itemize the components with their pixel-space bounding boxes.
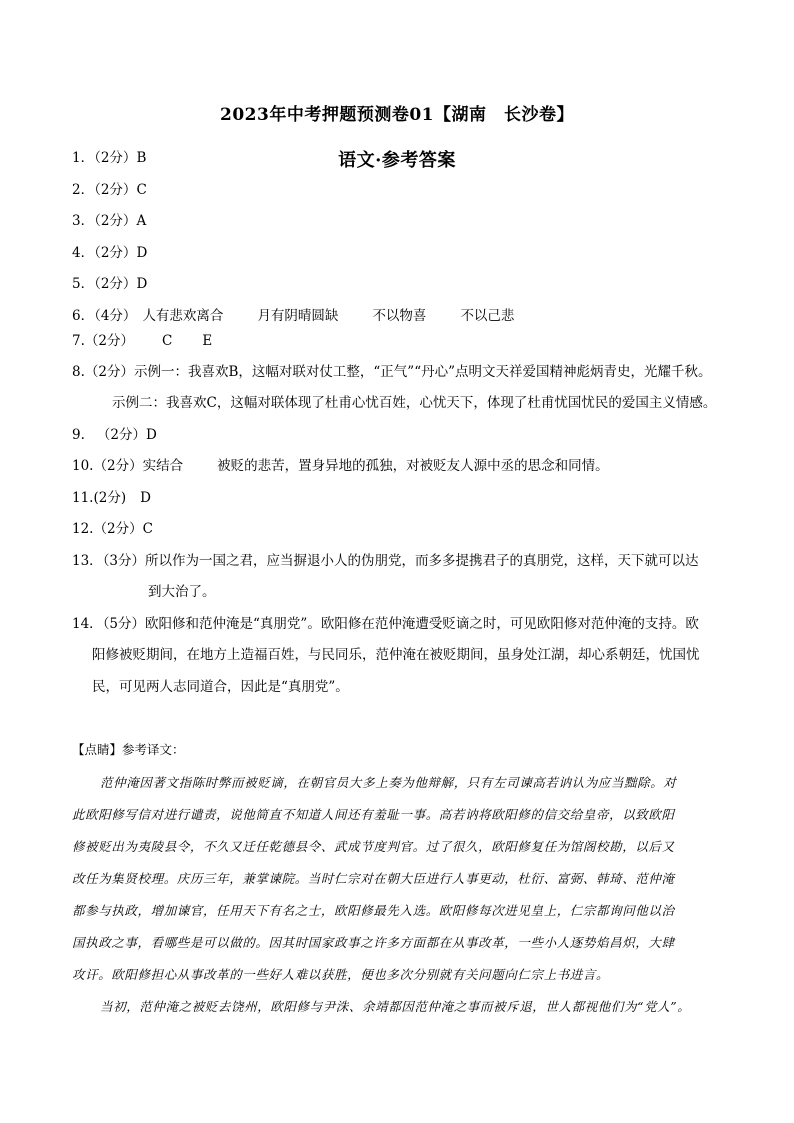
answer-text: D (140, 490, 151, 506)
answer-item (72, 614, 699, 634)
answer-text: 示例一：我喜欢B，这幅对联对仗工整，“正气”“丹心”点明文天祥爱国精神彪炳青史，光耀千秋。 (133, 364, 712, 380)
answer-text: D (145, 427, 157, 443)
answer-item (72, 551, 699, 571)
answer-score: （2分） (94, 150, 137, 166)
answer-number: 5． (72, 276, 95, 292)
answer-item (72, 425, 157, 445)
answer-score: （2分） (93, 458, 143, 474)
translation-line: 国执政之事，看哪些是可以做的。因其时国家政事之许多方面都在从事改革，一些小人逐势焰昌炽，大肆 (72, 935, 675, 950)
answer-score: （5分） (102, 616, 146, 632)
answer-score: （2分） (94, 245, 137, 261)
page-title: 2023年中考押题预测卷01【湖南 长沙卷】 (220, 105, 574, 125)
answer-text: A (136, 213, 147, 229)
answer-number: 8. (72, 364, 85, 380)
answer-part: C (161, 333, 173, 349)
answer-continuation: 示例二：我喜欢C，这幅对联体现了杜甫心忧百姓，心忧天下，体现了杜甫忧国忧民的爱国主义情感。 (112, 395, 717, 411)
answer-number: 2． (72, 182, 95, 198)
answer-number: 9. (72, 427, 85, 443)
answer-part: 不以物喜 (372, 308, 427, 324)
note-label: 【点睛】参考译文： (72, 742, 185, 757)
answer-score: （2分） (84, 333, 134, 349)
answer-score: （2分） (96, 427, 146, 443)
answer-text: C (142, 521, 153, 537)
answer-part: 实结合 (142, 458, 184, 474)
answer-score: （3分） (102, 553, 146, 569)
answer-text: 所以作为一国之君，应当摒退小人的伪朋党，而多多提携君子的真朋党，这样，天下就可以达 (145, 553, 699, 569)
answer-score: (2分) (93, 490, 127, 506)
answer-continuation: 民，可见两人志同道合，因此是“真朋党”。 (92, 679, 349, 695)
answer-score: （2分） (84, 364, 134, 380)
translation-line: 此欧阳修写信对进行谴责，说他简直不知道人间还有羞耻一事。高若讷将欧阳修的信交给皇帝，以致欧阳 (72, 807, 675, 822)
translation-line: 当初，范仲淹之被贬去饶州，欧阳修与尹洙、余靖都因范仲淹之事而被斥退，世人都视他们为“党人”。 (100, 999, 691, 1014)
answer-item (72, 148, 146, 168)
answer-part: 月有阴晴圆缺 (257, 308, 339, 324)
page-subtitle: 语文·参考答案 (338, 150, 456, 171)
answer-score: （4分） (94, 308, 137, 324)
answer-number: 11. (72, 490, 94, 506)
answer-continuation: 阳修被贬期间，在地方上造福百姓，与民同乐，范仲淹在被贬期间，虽身处江湖，却心系朝廷，忧国忧 (92, 647, 700, 663)
answer-item (72, 211, 146, 231)
answer-part: 被贬的悲苦，置身异地的孤独，对被贬友人源中丞的思念和同情。 (217, 458, 609, 474)
answer-number: 6． (72, 308, 95, 324)
answer-text: B (136, 150, 147, 166)
answer-number: 4． (72, 245, 95, 261)
answer-score: （2分） (94, 182, 137, 198)
answer-number: 10. (72, 458, 94, 474)
answer-continuation: 到大治了。 (148, 584, 216, 600)
answer-item (72, 362, 712, 382)
answer-item (72, 488, 151, 508)
answer-part: 不以己悲 (460, 308, 515, 324)
answer-item (72, 331, 212, 351)
answer-score: （2分） (94, 213, 137, 229)
answer-number: 7. (72, 333, 85, 349)
answer-item (72, 243, 147, 263)
answer-text: D (136, 276, 148, 292)
answer-item (72, 456, 609, 476)
answer-number: 14． (72, 616, 103, 632)
answer-score: （2分） (93, 521, 143, 537)
answer-number: 13． (72, 553, 103, 569)
answer-text: C (136, 182, 147, 198)
answer-number: 3． (72, 213, 95, 229)
answer-part: 人有悲欢离合 (142, 308, 224, 324)
translation-line: 修被贬出为夷陵县令，不久又迁任乾德县令、武成节度判官。过了很久，欧阳修复任为馆阁校勘，以后又 (72, 839, 675, 854)
answer-item (72, 306, 514, 326)
answer-text: D (136, 245, 148, 261)
answer-text: 欧阳修和范仲淹是“真朋党”。欧阳修在范仲淹遭受贬谪之时，可见欧阳修对范仲淹的支持。欧 (145, 616, 699, 632)
answer-item (72, 274, 147, 294)
answer-score: （2分） (94, 276, 137, 292)
translation-line: 攻讦。欧阳修担心从事改革的一些好人难以获胜，便也多次分别就有关问题向仁宗上书进言。 (72, 967, 610, 982)
answer-item (72, 180, 147, 200)
answer-part: E (202, 333, 213, 349)
answer-number: 1． (72, 150, 95, 166)
answer-number: 12. (72, 521, 94, 537)
translation-line: 都参与执政，增加谏官，任用天下有名之士，欧阳修最先入选。欧阳修每次进见皇上，仁宗都询问他以治 (72, 903, 675, 918)
translation-line: 改任为集贤校理。庆历三年，兼掌谏院。当时仁宗对在朝大臣进行人事更动，杜衍、富弼、韩琦、范仲淹 (72, 871, 675, 886)
answer-item (72, 519, 153, 539)
translation-line: 范仲淹因著文指陈时弊而被贬谪，在朝官员大多上奏为他辩解，只有左司谏高若讷认为应当黜除。对 (100, 775, 677, 790)
